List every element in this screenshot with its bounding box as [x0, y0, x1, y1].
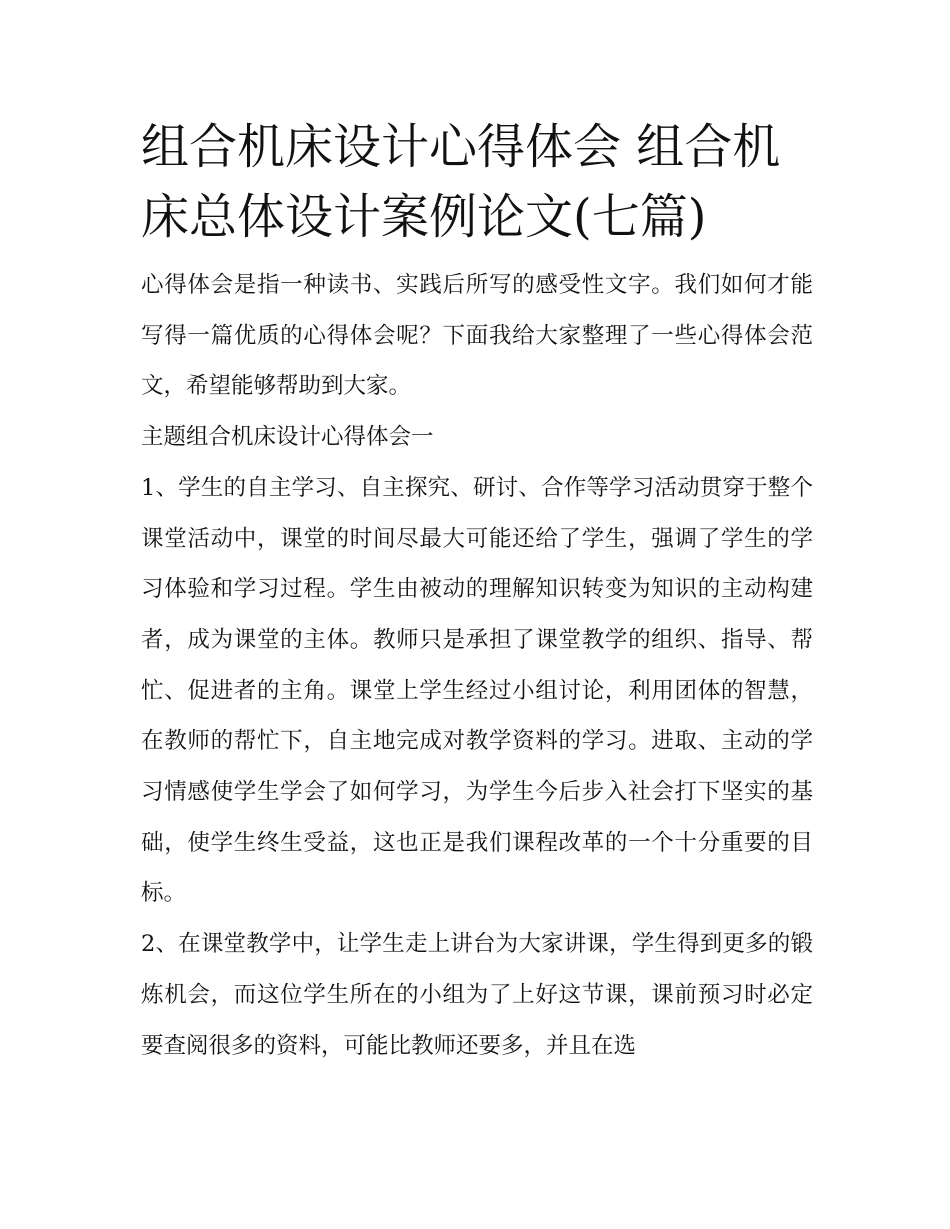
body-paragraph-1: 1、学生的自主学习、自主探究、研讨、合作等学习活动贯穿于整个课堂活动中，课堂的时间尽最大可能还给了学生，强调了学生的学习体验和学习过程。学生由被动的理解知识转变为知识的主动构建者，成为课堂的主体。教师只是承担了课堂教学的组织、指导、帮忙、促进者的主角。课堂上学生经过小组讨论，利用团体的智慧，在教师的帮忙下，自主地完成对教学资料的学习。进取、主动的学习情感使学生学会了如何学习，为学生今后步入社会打下坚实的基础，使学生终生受益，这也正是我们课程改革的一个十分重要的目标。 — [141, 474, 813, 907]
document-title: 组合机床设计心得体会 组合机床总体设计案例论文(七篇) — [141, 119, 781, 245]
body-paragraph-2: 2、在课堂教学中，让学生走上讲台为大家讲课，学生得到更多的锻炼机会，而这位学生所在的小组为了上好这节课，课前预习时必定要查阅很多的资料，可能比教师还要多，并且在选 — [141, 931, 813, 1059]
intro-paragraph: 心得体会是指一种读书、实践后所写的感受性文字。我们如何才能写得一篇优质的心得体会呢？下面我给大家整理了一些心得体会范文，希望能够帮助到大家。 — [141, 272, 813, 400]
section-heading: 主题组合机床设计心得体会一 — [141, 424, 434, 451]
document-page — [141, 112, 813, 1071]
